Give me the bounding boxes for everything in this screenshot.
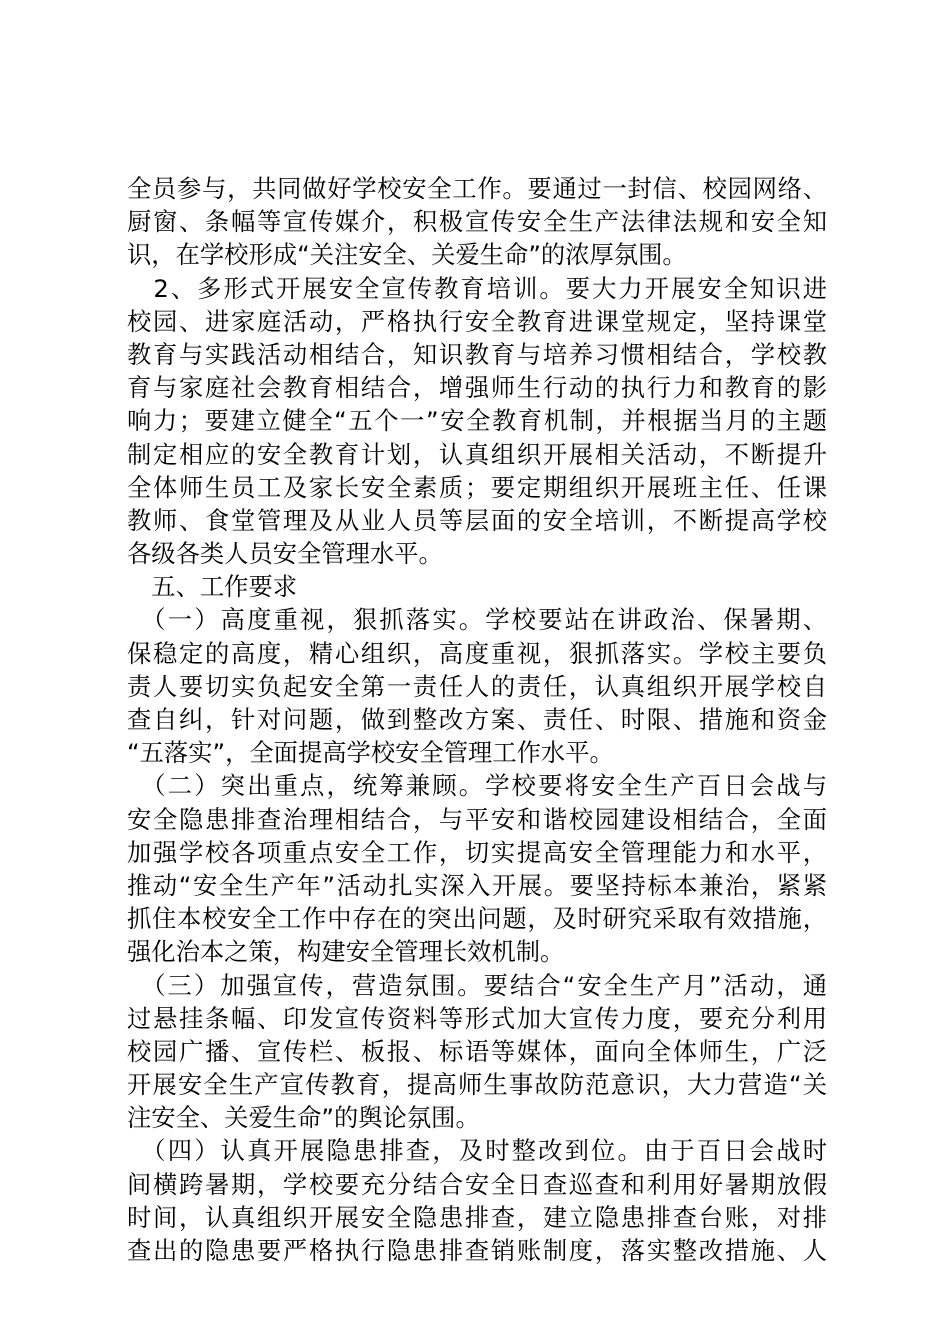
text-line: 抓住本校安全工作中存在的突出问题，及时研究采取有效措施， xyxy=(127,904,827,934)
paragraph-first-line: （四）认真开展隐患排查，及时整改到位。由于百日会战时 xyxy=(127,1136,827,1166)
text-line: 注安全、关爱生命”的舆论氛围。 xyxy=(127,1103,480,1133)
text-line: “五落实”，全面提高学校安全管理工作水平。 xyxy=(127,738,614,768)
text-line: 强化治本之策，构建安全管理长效机制。 xyxy=(127,937,565,967)
text-line: 校园广播、宣传栏、板报、标语等媒体，面向全体师生，广泛 xyxy=(127,1036,827,1066)
text-line: 教育与实践活动相结合，知识教育与培养习惯相结合，学校教 xyxy=(127,339,827,369)
text-line: 育与家庭社会教育相结合，增强师生行动的执行力和教育的影 xyxy=(127,373,827,403)
text-line: 全体师生员工及家长安全素质；要定期组织开展班主任、任课 xyxy=(127,472,827,502)
text-line: 查自纠，针对问题，做到整改方案、责任、时限、措施和资金 xyxy=(127,705,827,734)
text-line: 开展安全生产宣传教育，提高师生事故防范意识，大力营造“关 xyxy=(127,1070,827,1100)
text-line: 厨窗、条幅等宣传媒介，积极宣传安全生产法律法规和安全知 xyxy=(127,207,827,237)
text-line: 间横跨暑期，学校要充分结合安全日查巡查和利用好暑期放假 xyxy=(127,1169,827,1199)
text-line: 各级各类人员安全管理水平。 xyxy=(127,539,443,569)
text-line: 加强学校各项重点安全工作，切实提高安全管理能力和水平， xyxy=(127,837,827,867)
paragraph-first-line: （三）加强宣传，营造氛围。要结合“安全生产月”活动，通 xyxy=(127,970,827,1000)
text-line: 安全隐患排查治理相结合，与平安和谐校园建设相结合，全面 xyxy=(127,804,827,834)
paragraph-first-line: 2、多形式开展安全宣传教育培训。要大力开展安全知识进 xyxy=(127,273,827,303)
text-line: 责人要切实负起安全第一责任人的责任，认真组织开展学校自 xyxy=(127,671,827,701)
text-line: 校园、进家庭活动，严格执行安全教育进课堂规定，坚持课堂 xyxy=(127,306,827,336)
paragraph-first-line: （一）高度重视，狠抓落实。学校要站在讲政治、保暑期、 xyxy=(127,605,827,635)
text-line: 查出的隐患要严格执行隐患排查销账制度，落实整改措施、人 xyxy=(127,1236,827,1265)
text-line: 保稳定的高度，精心组织，高度重视，狠抓落实。学校主要负 xyxy=(127,638,827,668)
text-line: 制定相应的安全教育计划，认真组织开展相关活动，不断提升 xyxy=(127,439,827,469)
text-line: 推动“安全生产年”活动扎实深入开展。要坚持标本兼治，紧紧 xyxy=(127,870,827,900)
text-line: 过悬挂条幅、印发宣传资料等形式加大宣传力度，要充分利用 xyxy=(127,1003,827,1033)
document-body xyxy=(127,172,827,1267)
text-line: 教师、食堂管理及从业人员等层面的安全培训，不断提高学校 xyxy=(127,505,827,535)
paragraph-first-line: （二）突出重点，统筹兼顾。学校要将安全生产百日会战与 xyxy=(127,771,827,801)
text-line: 全员参与，共同做好学校安全工作。要通过一封信、校园网络、 xyxy=(127,174,827,203)
text-line: 识，在学校形成“关注安全、关爱生命”的浓厚氛围。 xyxy=(127,240,687,270)
text-line: 时间，认真组织开展安全隐患排查，建立隐患排查台账，对排 xyxy=(127,1202,827,1232)
text-line: 响力；要建立健全“五个一”安全教育机制，并根据当月的主题 xyxy=(127,406,827,436)
section-heading: 五、工作要求 xyxy=(127,572,298,602)
